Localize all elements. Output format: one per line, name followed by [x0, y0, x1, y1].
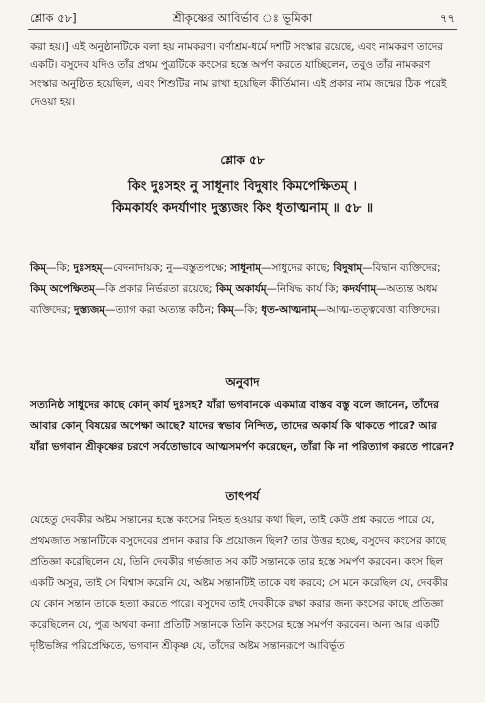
synonym-term: কিম্ অপেক্ষিতম্ [30, 283, 95, 295]
synonym-meaning: —কি; [46, 262, 74, 274]
synonym-meaning: —ত্যাগ করা অত্যন্ত কঠিন; [105, 304, 218, 316]
synonym-meaning: —কি; [233, 304, 262, 316]
synonym-meaning: —বিদ্বান ব্যক্তিদের; [362, 262, 441, 274]
synonym-term: সাধূনাম্ [230, 262, 262, 274]
header-rule [28, 29, 457, 30]
synonym-meaning: —অত্যন্ত অধম ব্যক্তিদের; [30, 283, 438, 316]
synonyms-paragraph [30, 258, 455, 321]
header-verse-ref: শ্লোক ৫৮] [30, 11, 77, 25]
synonym-meaning: —বেদনাদায়ক; নু—বস্তুতপক্ষে; [102, 262, 231, 274]
purport-paragraph: যেহেতু দেবকীর অষ্টম সন্তানের হস্তে কংসের নিহত হওয়ার কথা ছিল, তাই কেউ প্রশ্ন করতে পারে যে, প্রথমজাত সন্তানটিকে বসুদেবের প্রদান করার কি প্রয়োজন ছিল? তার উত্তর হচ্ছে, বসুদেব কংসের কাছে প্রতিজ্ঞা করেছিলেন যে, তিনি দেবকীর গর্ভজাত সব কটি সন্তানকে তার হস্তে সমর্পণ করবেন। কংস ছিল একটি অসুর, তাই সে বিশ্বাস করেনি যে, অষ্টম সন্তানটিই তাকে বধ করবে; সে মনে করেছিল যে, দেবকীর যে কোন সন্তান তাকে হত্যা করতে পারে। বসুদেব তাই দেবকীকে রক্ষা করার জন্য কংসের কাছে প্রতিজ্ঞা করেছিলেন যে, পুত্র অথবা কন্যা প্রতিটি সন্তানকে তিনি কংসের হস্তে সমর্পণ করবেন। অন্য আর একটি দৃষ্টিভঙ্গির পরিপ্রেক্ষিতে, ভগবান শ্রীকৃষ্ণ যে, তাঁদের অষ্টম সন্তানরূপে আবির্ভূত [30, 514, 449, 652]
synonym-term: কদর্যণাম্ [342, 283, 377, 295]
synonym-term: কিম্ [217, 304, 234, 316]
purport-heading: তাৎপর্য [225, 489, 260, 503]
synonym-term: দুস্ত্যজম্ [74, 304, 106, 316]
synonym-term: ধৃত-আত্মনাম্ [261, 304, 317, 316]
header-chapter-title: শ্রীকৃষ্ণের আবির্ভাব ঃ ভূমিকা [172, 11, 313, 25]
verse-line-1: কিং দুঃসহং নু সাধূনাং বিদুষাং কিমপেক্ষিতম্ । [127, 179, 358, 194]
synonym-meaning: —কি প্রকার নির্ভরতা রয়েছে; [94, 283, 216, 295]
synonym-term: কিম্ অকার্যম্ [215, 283, 267, 295]
running-header [30, 10, 455, 26]
synonym-meaning: —নিষিদ্ধ কার্য কি; [266, 283, 343, 295]
verse-text [30, 176, 455, 220]
translation-heading: অনুবাদ [225, 375, 260, 389]
synonym-meaning: —সাধুদের কাছে; [261, 262, 334, 274]
synonym-term: দুঃসহম্ [73, 262, 103, 274]
translation-paragraph: সত্যনিষ্ঠ সাধুদের কাছে কোন্ কার্য দুঃসহ? যাঁরা ভগবানকে একমাত্র বাস্তব বস্তু বলে জানেন, তাঁদের আবার কোন্ বিষয়ের অপেক্ষা আছে? যাদের স্বভাব নিন্দিত, তাদের অকার্য কি থাকতে পারে? আর যাঁরা ভগবান শ্রীকৃষ্ণের চরণে সর্বতোভাবে আত্মসমর্পণ করেছেন, তাঁরা কি না পরিত্যাগ করতে পারেন? [30, 399, 455, 453]
verse-heading: শ্লোক ৫৮ [220, 153, 265, 167]
synonym-meaning: —আত্ম-তত্ত্ববেত্তা ব্যক্তিদের। [316, 304, 441, 316]
synonym-term: কিম্ [30, 262, 47, 274]
synonym-term: বিদুষাম্ [333, 262, 363, 274]
verse-line-2: কিমকার্যং কদর্যাণাং দুস্ত্যজং কিং ধৃতাত্মনাম্ ॥ ৫৮ ॥ [111, 201, 374, 216]
intro-paragraph: করা হয়।] এই অনুষ্ঠানটিকে বলা হয় নামকরণ। বর্ণাশ্রম-ধর্মে দশটি সংস্কার রয়েছে, এবং নামকরণ তাদের একটি। বসুদেব যদিও তাঁর প্রথম পুত্রটিকে কংসের হস্তে অর্পণ করতে যাচ্ছিলেন, তবুও তাঁর নামকরণ সংস্কার অনুষ্ঠিত হয়েছিল, এবং শিশুটির নাম রাখা হয়েছিল কীর্তিমান। এই প্রকার নাম জন্মের ঠিক পরেই দেওয়া হয়। [30, 41, 447, 109]
page-number: ৭৭ [440, 11, 455, 25]
